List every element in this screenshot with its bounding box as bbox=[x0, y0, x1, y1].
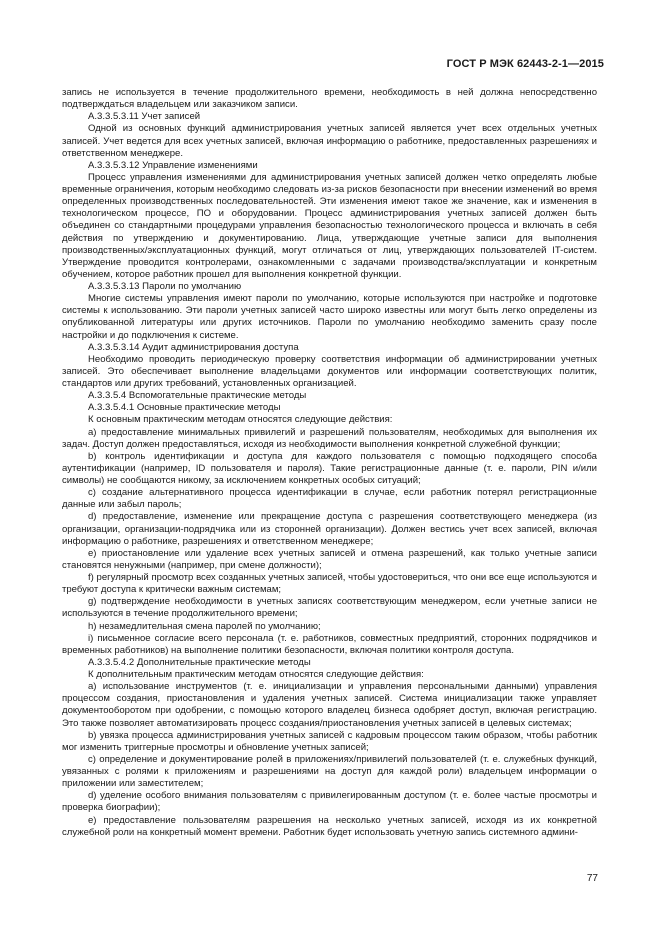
list-item: h) незамедлительная смена паролей по умолчанию; bbox=[88, 620, 321, 632]
list-item: a) предоставление минимальных привилегий и разрешений пользователям, необходимых для выполнения их задач. Доступ должен предоставляться, исходя из необходимости выполнения конкретной служебной функции; bbox=[62, 426, 597, 450]
list-item: f) регулярный просмотр всех созданных учетных записей, чтобы удостовериться, что они все еще используются и требуют доступа к критически важным системам; bbox=[62, 572, 597, 596]
list-item: a) использование инструментов (т. е. инициализации и управления персональными данными) управления процессом создания, приостановления и удаления учетных записей. Система инициализации также управляет документооборотом при одобрении, с помощью которого владелец бизнеса одобряет доступ, включая регистрацию. Это также позволяет автоматизировать процесс создания/приостановления учетных записей в целевых системах; bbox=[62, 681, 597, 729]
paragraph: Процесс управления изменениями для администрирования учетных записей должен четко определять любые временные ограничения, которым необходимо следовать из-за рисков безопасности при внесении изменений во время определенных производственных последовательностей. Эти изменения имеют такое же значение, как и изменения в технологическом процессе, ПО и оборудовании. Процесс администрирования учетных записей должен быть объединен со стандартными процедурами управления безопасностью технологического процесса и включать в себя действия по утверждению и документированию. Лица, утверждающие учетные записи для выполнения производственных/эксплуатационных функций, могут отличаться от лиц, утверждающих пользователей IT-систем. Утверждение проводится контролерами, ознакомленными с задачами производства/эксплуатации и конкретным обучением, которое работник прошел для выполнения конкретной функции. bbox=[62, 171, 597, 280]
section-heading: А.3.3.5.3.14 Аудит администрирования доступа bbox=[88, 341, 299, 353]
section-heading: А.3.3.5.4.2 Дополнительные практические методы bbox=[88, 656, 311, 668]
paragraph-continuation: запись не используется в течение продолжительного времени, необходимость в ней должна непосредственно подтверждаться владельцем или заказчиком записи. bbox=[62, 87, 597, 111]
list-item: d) уделение особого внимания пользователям с привилегированным доступом (т. е. более частые просмотры и проверка биографии); bbox=[62, 790, 597, 814]
page-number: 77 bbox=[586, 873, 598, 884]
list-item: c) создание альтернативного процесса идентификации в случае, если работник потерял регистрационные данные или забыл пароль; bbox=[62, 487, 597, 511]
body-text bbox=[62, 87, 597, 839]
list-item: b) контроль идентификации и доступа для каждого пользователя с помощью подходящего способа аутентификации (например, ID пользователя и пароля). Такие регистрационные данные (т. е. пароли, PIN и/или символы) не сообщаются никому, за исключением конкретных особых ситуаций; bbox=[62, 450, 597, 486]
section-heading: А.3.3.5.4 Вспомогательные практические методы bbox=[88, 390, 307, 402]
list-item: e) приостановление или удаление всех учетных записей и отмена разрешений, как только учетные записи становятся ненужными (например, при смене должности); bbox=[62, 547, 597, 571]
section-heading: А.3.3.5.4.1 Основные практические методы bbox=[88, 402, 281, 414]
list-item: b) увязка процесса администрирования учетных записей с кадровым процессом таким образом, чтобы работник мог изменить триггерные просмотры и обновление учетных записей; bbox=[62, 729, 597, 753]
section-heading: А.3.3.5.3.13 Пароли по умолчанию bbox=[88, 281, 242, 292]
paragraph: К основным практическим методам относятся следующие действия: bbox=[88, 414, 393, 426]
section-heading: А.3.3.5.3.12 Управление изменениями bbox=[88, 159, 258, 171]
list-item: g) подтверждение необходимости в учетных записях соответствующим менеджером, если учетные записи не используются в течение продолжительного времени; bbox=[62, 596, 597, 620]
list-item: c) определение и документирование ролей в приложениях/привилегий пользователей (т. е. служебных функций, увязанных с ролями к приложениям и разрешениями на доступ для каждой роли) владельцем информации о приложении или заместителем; bbox=[62, 753, 597, 790]
section-heading: А.3.3.5.3.11 Учет записей bbox=[88, 111, 201, 123]
list-item: d) предоставление, изменение или прекращение доступа с разрешения соответствующего менеджера (из организации, организации-подрядчика или из сторонней организации). Должен вестись учет всех записей, включая информацию о работнике, разрешениях и ответственном менеджере; bbox=[62, 511, 597, 547]
list-item: e) предоставление пользователям разрешения на несколько учетных записей, исходя из их конкретной служебной роли на конкретный момент времени. Работник будет использовать учетную запись системного админи- bbox=[62, 814, 597, 838]
paragraph: Одной из основных функций администрирования учетных записей является учет всех отдельных учетных записей. Учет ведется для всех учетных записей, включая информацию о работнике, предоставленных разрешениях и ответственном менеджере. bbox=[62, 123, 597, 159]
paragraph: К дополнительным практическим методам относятся следующие действия: bbox=[88, 669, 424, 680]
standard-header: ГОСТ Р МЭК 62443-2-1—2015 bbox=[446, 58, 604, 70]
list-item: i) письменное согласие всего персонала (т. е. работников, совместных предприятий, сторонних подрядчиков и временных работников) на выполнение политики безопасности, включая политики контроля доступа. bbox=[62, 632, 597, 656]
paragraph: Необходимо проводить периодическую проверку соответствия информации об администрировании учетных записей. Это обеспечивает выполнение владельцами документов или информации соответствующих политик, стандартов или других требований, установленных организацией. bbox=[62, 353, 597, 389]
paragraph: Многие системы управления имеют пароли по умолчанию, которые используются при настройке и подготовке системы к использованию. Эти пароли учетных записей часто широко известны или могут быть легко определены из опубликованной литературы или других источников. Пароли по умолчанию необходимо заменить сразу после настройки и до подключения к системе. bbox=[62, 293, 597, 341]
